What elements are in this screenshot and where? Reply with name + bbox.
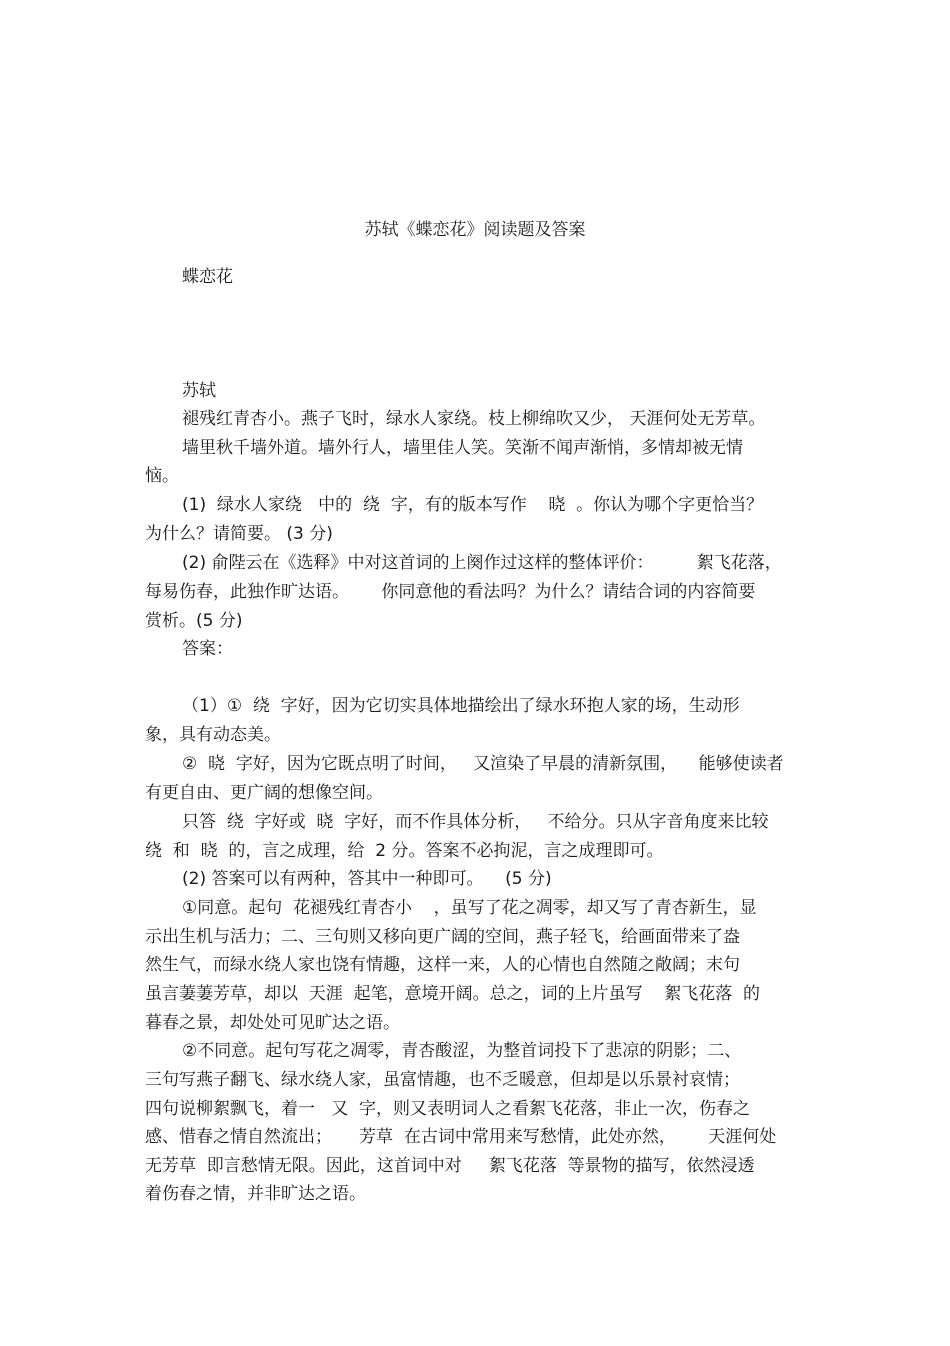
answer-line: ②不同意。起句写花之凋零，青杏酸涩，为整首词投下了悲凉的阴影；二、 <box>182 1041 742 1061</box>
answer-line: 暮春之景，却处处可见旷达之语。 <box>145 1013 400 1033</box>
question-line: 赏析。(5 分) <box>145 611 243 631</box>
question-line: 每易伤春，此独作旷达语。 你同意他的看法吗？为什么？请结合词的内容简要 <box>145 582 756 602</box>
answer-label: 答案： <box>182 639 233 659</box>
answer-line: 绕 和 晓 的，言之成理，给 2 分。答案不必拘泥，言之成理即可。 <box>145 841 664 861</box>
answer-line: 三句写燕子翻飞、绿水绕人家，虽富情趣，也不乏暖意，但却是以乐景衬哀情； <box>145 1070 740 1090</box>
question-line: (1) 绿水人家绕 中的 绕 字，有的版本写作 晓 。你认为哪个字更恰当？ <box>182 495 764 515</box>
answer-line: 然生气，而绿水绕人家也饶有情趣，这样一来，人的心情也自然随之敞阔；末句 <box>145 955 740 975</box>
poem-author: 苏轼 <box>182 381 216 401</box>
page-title: 苏轼《蝶恋花》阅读题及答案 <box>364 220 586 240</box>
answer-line: 象，具有动态美。 <box>145 725 281 745</box>
answer-line: 有更自由、更广阔的想像空间。 <box>145 783 383 803</box>
answer-line: 示出生机与活力；二、三句则又移向更广阔的空间，燕子轻飞，给画面带来了盎 <box>145 927 740 947</box>
question-line: (2) 俞陛云在《选释》中对这首词的上阕作过这样的整体评价： 絮飞花落， <box>182 553 782 573</box>
answer-line: （1）① 绕 字好，因为它切实具体地描绘出了绿水环抱人家的场，生动形 <box>182 696 740 716</box>
answer-line: 感、惜春之情自然流出； 芳草 在古词中常用来写愁情，此处亦然， 天涯何处 <box>145 1127 777 1147</box>
answer-line: 无芳草 即言愁情无限。因此，这首词中对 絮飞花落 等景物的描写，依然浸透 <box>145 1156 755 1176</box>
answer-line: ①同意。起句 花褪残红青杏小 ，虽写了花之凋零，却又写了青杏新生，显 <box>182 898 757 918</box>
poem-line: 恼。 <box>145 466 179 486</box>
poem-line: 褪残红青杏小。燕子飞时，绿水人家绕。枝上柳绵吹又少， 天涯何处无芳草。 <box>182 409 766 429</box>
answer-line: (2) 答案可以有两种，答其中一种即可。 (5 分) <box>182 869 552 889</box>
answer-line: 只答 绕 字好或 晓 字好，而不作具体分析， 不给分。只从字音角度来比较 <box>182 812 769 832</box>
poem-line: 墙里秋千墙外道。墙外行人，墙里佳人笑。笑渐不闻声渐悄，多情却被无情 <box>182 438 743 458</box>
poem-title: 蝶恋花 <box>182 267 233 287</box>
answer-line: 虽言萋萋芳草，却以 天涯 起笔，意境开阔。总之，词的上片虽写 絮飞花落 的 <box>145 984 761 1004</box>
answer-line: ② 晓 字好，因为它既点明了时间， 又渲染了早晨的清新氛围， 能够使读者 <box>182 754 784 774</box>
answer-line: 着伤春之情，并非旷达之语。 <box>145 1184 366 1204</box>
answer-line: 四句说柳絮飘飞，着一 又 字，则又表明词人之看絮飞花落，非止一次，伤春之 <box>145 1099 751 1119</box>
question-line: 为什么？请简要。 (3 分) <box>145 524 333 544</box>
